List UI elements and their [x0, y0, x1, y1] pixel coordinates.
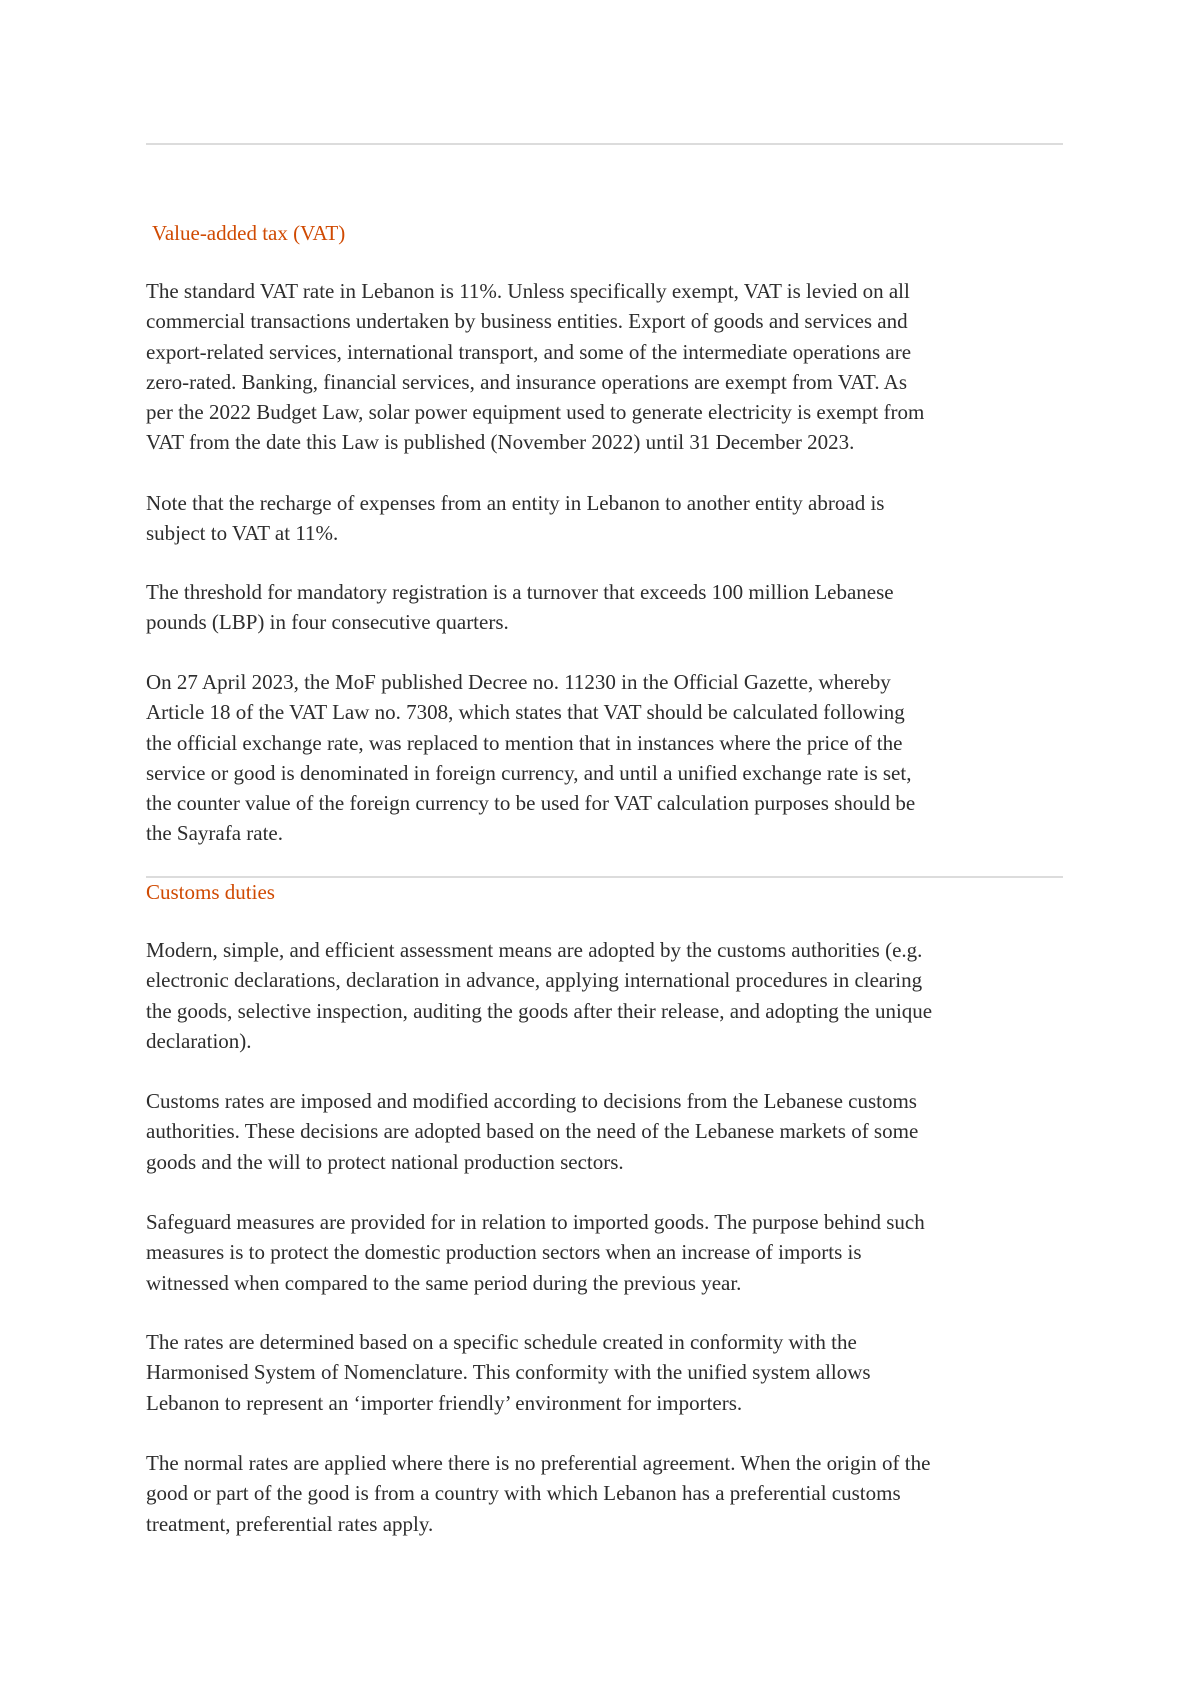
text-line: the goods, selective inspection, auditing the goods after their release, and adopting the unique	[146, 998, 933, 1023]
text-line: The standard VAT rate in Lebanon is 11%. Unless specifically exempt, VAT is levied on all	[146, 279, 910, 303]
text-line: On 27 April 2023, the MoF published Decree no. 11230 in the Official Gazette, whereby	[146, 670, 891, 694]
text-line: The rates are determined based on a specific schedule created in conformity with the	[146, 1330, 857, 1354]
text-line: the counter value of the foreign currency to be used for VAT calculation purposes should be	[146, 791, 916, 816]
text-line: zero-rated. Banking, financial services, and insurance operations are exempt from VAT. As	[146, 369, 907, 394]
text-line: commercial transactions undertaken by business entities. Export of goods and services and	[146, 309, 908, 334]
customs-paragraph-3	[146, 1207, 1063, 1298]
text-line: Note that the recharge of expenses from an entity in Lebanon to another entity abroad is	[146, 491, 885, 515]
vat-paragraph-1	[146, 276, 1063, 458]
customs-paragraph-4	[146, 1327, 1063, 1418]
customs-heading: Customs duties	[146, 880, 275, 904]
text-line: the official exchange rate, was replaced to mention that in instances where the price of the	[146, 730, 903, 755]
text-line: goods and the will to protect national production sectors.	[146, 1149, 624, 1174]
text-line: export-related services, international transport, and some of the intermediate operations are	[146, 339, 912, 364]
text-line: The threshold for mandatory registration is a turnover that exceeds 100 million Lebanese	[146, 580, 894, 604]
text-line: subject to VAT at 11%.	[146, 521, 339, 546]
text-line: Safeguard measures are provided for in relation to imported goods. The purpose behind such	[146, 1210, 925, 1234]
text-line: The normal rates are applied where there is no preferential agreement. When the origin of the	[146, 1451, 931, 1475]
customs-paragraph-5	[146, 1448, 1063, 1539]
text-line: measures is to protect the domestic production sectors when an increase of imports is	[146, 1240, 862, 1265]
text-line: the Sayrafa rate.	[146, 821, 284, 846]
text-line: Lebanon to represent an ‘importer friendly’ environment for importers.	[146, 1390, 743, 1415]
text-line: pounds (LBP) in four consecutive quarters.	[146, 610, 509, 635]
text-line: witnessed when compared to the same period during the previous year.	[146, 1270, 742, 1295]
text-line: declaration).	[146, 1028, 252, 1053]
text-line: Modern, simple, and efficient assessment means are adopted by the customs authorities (e.g.	[146, 938, 923, 962]
customs-paragraph-1	[146, 935, 1063, 1056]
vat-paragraph-3	[146, 577, 1063, 638]
vat-paragraph-4	[146, 667, 1063, 849]
section-divider	[146, 876, 1063, 878]
text-line: treatment, preferential rates apply.	[146, 1511, 434, 1536]
vat-paragraph-2	[146, 488, 1063, 549]
text-line: electronic declarations, declaration in advance, applying international procedures in clearing	[146, 968, 923, 993]
customs-paragraph-2	[146, 1086, 1063, 1177]
text-line: good or part of the good is from a country with which Lebanon has a preferential customs	[146, 1481, 901, 1506]
text-line: Harmonised System of Nomenclature. This conformity with the unified system allows	[146, 1360, 871, 1385]
text-line: authorities. These decisions are adopted based on the need of the Lebanese markets of some	[146, 1119, 919, 1144]
text-line: per the 2022 Budget Law, solar power equipment used to generate electricity is exempt from	[146, 400, 925, 425]
text-line: Article 18 of the VAT Law no. 7308, which states that VAT should be calculated following	[146, 700, 905, 725]
top-divider	[146, 143, 1063, 145]
text-line: service or good is denominated in foreign currency, and until a unified exchange rate is set,	[146, 760, 912, 785]
text-line: Customs rates are imposed and modified according to decisions from the Lebanese customs	[146, 1089, 917, 1113]
text-line: VAT from the date this Law is published (November 2022) until 31 December 2023.	[146, 430, 855, 455]
vat-heading: Value-added tax (VAT)	[152, 221, 346, 245]
